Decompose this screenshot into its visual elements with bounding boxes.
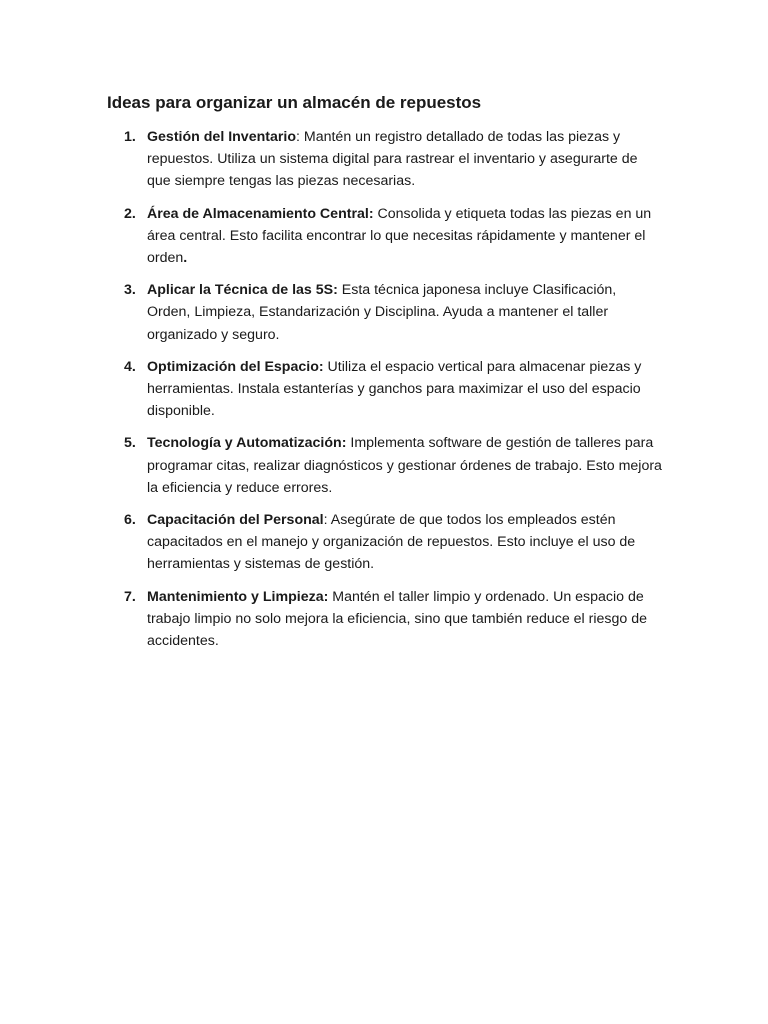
item-number: 3.: [124, 282, 136, 299]
item-heading: Mantenimiento y Limpieza: [147, 588, 324, 605]
list-item: [0, 432, 663, 499]
list-item: [0, 509, 663, 576]
item-separator: :: [323, 512, 328, 529]
item-separator: :: [341, 435, 347, 452]
item-end: .: [183, 250, 188, 267]
item-body: Mantén un registro detallado de todas las piezas y repuestos. Utiliza un sistema digital para rastrear el inventario y asegurarte de que siempre tengas las piezas necesarias.: [147, 129, 638, 190]
item-number: 2.: [124, 205, 136, 222]
item-heading: Capacitación del Personal: [147, 512, 324, 529]
item-separator: :: [333, 282, 338, 299]
item-heading: Optimización del Espacio: [147, 358, 319, 375]
item-body: Consolida y etiqueta todas las piezas en un área central. Esto facilita encontrar lo que necesitas rápidamente y mantener el orden: [147, 205, 652, 267]
item-number: 1.: [124, 129, 136, 145]
item-separator: :: [318, 358, 324, 375]
item-body: Utiliza el espacio vertical para almacenar piezas y herramientas. Instala estanterías y ganchos para maximizar el uso del espacio disponible.: [147, 358, 642, 420]
list-item: [0, 279, 663, 346]
list-item: [0, 356, 663, 423]
item-heading: Gestión del Inventario: [147, 129, 296, 145]
item-heading: Tecnología y Automatización: [147, 435, 342, 452]
item-body: Asegúrate de que todos los empleados estén capacitados en el manejo y organización de repuestos. Esto incluye el uso de herramientas y sistemas de gestión.: [147, 512, 636, 573]
item-heading: Aplicar la Técnica de las 5S: [147, 282, 334, 299]
item-separator: :: [296, 129, 300, 145]
list-item: [0, 126, 663, 193]
item-body: Implementa software de gestión de talleres para programar citas, realizar diagnósticos y gestionar órdenes de trabajo. Esto mejora la eficiencia y reduce errores.: [147, 435, 662, 496]
list-item: [0, 586, 663, 653]
item-number: 7.: [124, 588, 136, 605]
item-body: Mantén el taller limpio y ordenado. Un espacio de trabajo limpio no solo mejora la eficiencia, sino que también reduce el riesgo de accidentes.: [147, 588, 647, 650]
item-separator: :: [368, 205, 374, 222]
item-number: 4.: [124, 358, 136, 375]
item-body: Esta técnica japonesa incluye Clasificación, Orden, Limpieza, Estandarización y Disciplina. Ayuda a mantener el taller organizado y seguro.: [147, 282, 617, 343]
item-number: 5.: [124, 435, 136, 452]
item-separator: :: [323, 588, 329, 605]
item-number: 6.: [124, 512, 136, 529]
list-item: [0, 203, 663, 270]
item-heading: Área de Almacenamiento Central: [147, 205, 369, 222]
ideas-list: [0, 126, 768, 662]
page-title: Ideas para organizar un almacén de repuestos: [107, 93, 482, 112]
